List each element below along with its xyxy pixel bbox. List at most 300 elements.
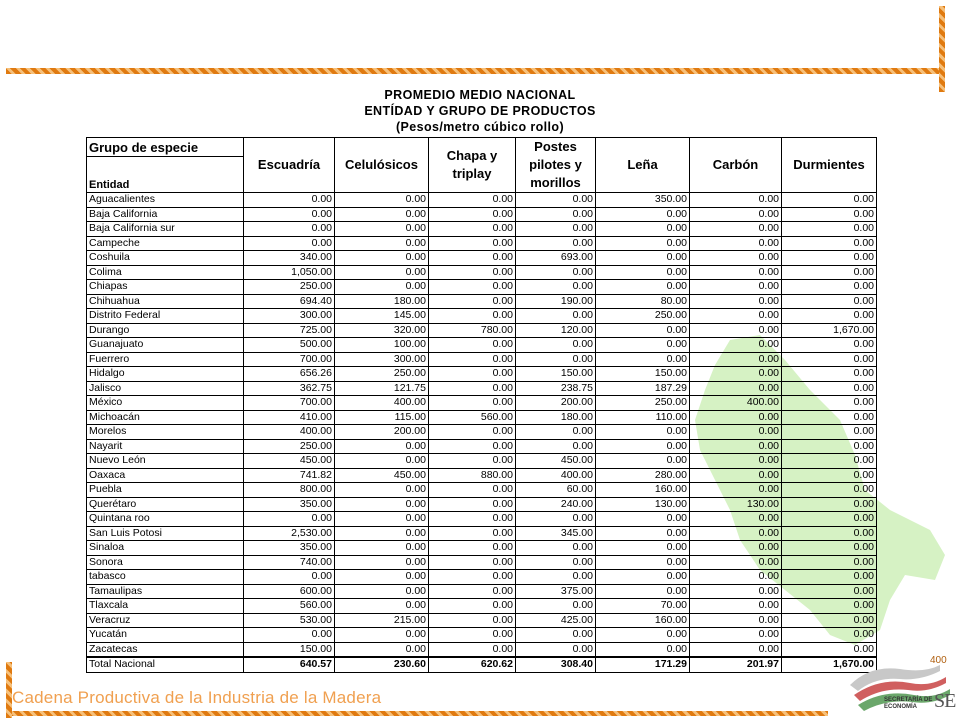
- value-cell: 0.00: [429, 193, 516, 208]
- table-row: [87, 628, 877, 643]
- value-cell: 0.00: [782, 309, 877, 324]
- table-row: [87, 454, 877, 469]
- table-body: [87, 193, 877, 673]
- value-cell: 0.00: [596, 541, 690, 556]
- entity-name-cell: Quintana roo: [87, 512, 244, 527]
- value-cell: 0.00: [335, 222, 429, 237]
- table-row: [87, 207, 877, 222]
- header-group-especie: Grupo de especie: [87, 138, 244, 157]
- value-cell: 160.00: [596, 613, 690, 628]
- value-cell: 0.00: [782, 222, 877, 237]
- value-cell: 0.00: [782, 628, 877, 643]
- value-cell: 725.00: [244, 323, 335, 338]
- header-entidad: Entidad: [87, 157, 244, 193]
- value-cell: 0.00: [782, 454, 877, 469]
- value-cell: 620.62: [429, 657, 516, 672]
- value-cell: 0.00: [335, 570, 429, 585]
- table-row: [87, 410, 877, 425]
- table-row: [87, 294, 877, 309]
- value-cell: 600.00: [244, 584, 335, 599]
- value-cell: 0.00: [690, 265, 782, 280]
- value-cell: 400.00: [516, 468, 596, 483]
- value-cell: 320.00: [335, 323, 429, 338]
- value-cell: 0.00: [690, 236, 782, 251]
- value-cell: 0.00: [690, 599, 782, 614]
- value-cell: 0.00: [690, 381, 782, 396]
- value-cell: 0.00: [596, 584, 690, 599]
- value-cell: 0.00: [244, 207, 335, 222]
- value-cell: 230.60: [335, 657, 429, 672]
- table-row: [87, 338, 877, 353]
- value-cell: 0.00: [782, 642, 877, 657]
- value-cell: 0.00: [690, 251, 782, 266]
- table-row: [87, 251, 877, 266]
- header-col-durmientes: Durmientes: [782, 138, 877, 193]
- value-cell: 0.00: [335, 265, 429, 280]
- value-cell: 0.00: [690, 193, 782, 208]
- value-cell: 0.00: [516, 642, 596, 657]
- value-cell: 0.00: [429, 541, 516, 556]
- value-cell: 0.00: [690, 468, 782, 483]
- value-cell: 640.57: [244, 657, 335, 672]
- value-cell: 560.00: [244, 599, 335, 614]
- value-cell: 110.00: [596, 410, 690, 425]
- value-cell: 450.00: [335, 468, 429, 483]
- value-cell: 0.00: [429, 628, 516, 643]
- table-row: [87, 555, 877, 570]
- value-cell: 0.00: [782, 294, 877, 309]
- value-cell: 0.00: [516, 222, 596, 237]
- value-cell: 450.00: [244, 454, 335, 469]
- value-cell: 0.00: [429, 599, 516, 614]
- table-row: [87, 425, 877, 440]
- value-cell: 560.00: [429, 410, 516, 425]
- value-cell: 300.00: [244, 309, 335, 324]
- value-cell: 0.00: [690, 454, 782, 469]
- value-cell: 0.00: [516, 309, 596, 324]
- value-cell: 0.00: [516, 570, 596, 585]
- header-col-lena: Leña: [596, 138, 690, 193]
- value-cell: 201.97: [690, 657, 782, 672]
- value-cell: 171.29: [596, 657, 690, 672]
- value-cell: 0.00: [690, 294, 782, 309]
- value-cell: 0.00: [429, 236, 516, 251]
- value-cell: 0.00: [596, 512, 690, 527]
- value-cell: 0.00: [690, 628, 782, 643]
- value-cell: 100.00: [335, 338, 429, 353]
- entity-name-cell: Baja California: [87, 207, 244, 222]
- value-cell: 250.00: [335, 367, 429, 382]
- value-cell: 0.00: [516, 512, 596, 527]
- table-row: [87, 236, 877, 251]
- value-cell: 0.00: [516, 541, 596, 556]
- value-cell: 0.00: [596, 251, 690, 266]
- value-cell: 0.00: [782, 541, 877, 556]
- value-cell: 150.00: [516, 367, 596, 382]
- value-cell: 0.00: [596, 236, 690, 251]
- value-cell: 410.00: [244, 410, 335, 425]
- value-cell: 500.00: [244, 338, 335, 353]
- table-row: [87, 541, 877, 556]
- value-cell: 0.00: [429, 613, 516, 628]
- entity-name-cell: Tamaulipas: [87, 584, 244, 599]
- value-cell: 0.00: [429, 309, 516, 324]
- value-cell: 700.00: [244, 352, 335, 367]
- entity-name-cell: Querétaro: [87, 497, 244, 512]
- value-cell: 0.00: [429, 584, 516, 599]
- value-cell: 0.00: [782, 207, 877, 222]
- value-cell: 0.00: [335, 439, 429, 454]
- table-row: [87, 483, 877, 498]
- value-cell: 0.00: [516, 236, 596, 251]
- value-cell: 400.00: [244, 425, 335, 440]
- title-line-3: (Pesos/metro cúbico rollo): [395, 120, 565, 134]
- value-cell: 530.00: [244, 613, 335, 628]
- right-decorative-rule: [939, 6, 945, 92]
- header-col-escuadria: Escuadría: [244, 138, 335, 193]
- logo-line-2: ECONOMÍA: [884, 704, 917, 710]
- value-cell: 0.00: [690, 410, 782, 425]
- value-cell: 0.00: [782, 352, 877, 367]
- value-cell: 0.00: [690, 309, 782, 324]
- value-cell: 0.00: [335, 236, 429, 251]
- total-label: Total Nacional: [87, 657, 244, 672]
- entity-name-cell: Chiapas: [87, 280, 244, 295]
- value-cell: 0.00: [690, 570, 782, 585]
- table-row: [87, 323, 877, 338]
- value-cell: 130.00: [596, 497, 690, 512]
- value-cell: 0.00: [516, 439, 596, 454]
- value-cell: 0.00: [429, 222, 516, 237]
- table-row: [87, 642, 877, 657]
- table-row: [87, 468, 877, 483]
- value-cell: 0.00: [782, 193, 877, 208]
- value-cell: 0.00: [782, 439, 877, 454]
- header-col-celulosicos: Celulósicos: [335, 138, 429, 193]
- value-cell: 180.00: [335, 294, 429, 309]
- table-row: [87, 439, 877, 454]
- value-cell: 0.00: [596, 555, 690, 570]
- value-cell: 60.00: [516, 483, 596, 498]
- value-cell: 0.00: [690, 425, 782, 440]
- value-cell: 362.75: [244, 381, 335, 396]
- entity-name-cell: Distrito Federal: [87, 309, 244, 324]
- entity-name-cell: Morelos: [87, 425, 244, 440]
- value-cell: 0.00: [782, 338, 877, 353]
- value-cell: 250.00: [244, 439, 335, 454]
- value-cell: 0.00: [596, 526, 690, 541]
- value-cell: 0.00: [516, 555, 596, 570]
- entity-name-cell: Coshuila: [87, 251, 244, 266]
- value-cell: 0.00: [516, 193, 596, 208]
- value-cell: 0.00: [429, 352, 516, 367]
- value-cell: 700.00: [244, 396, 335, 411]
- header-col-postes: Postes pilotes y morillos: [516, 138, 596, 193]
- entity-name-cell: Nuevo León: [87, 454, 244, 469]
- value-cell: 0.00: [429, 497, 516, 512]
- value-cell: 0.00: [335, 207, 429, 222]
- value-cell: 0.00: [690, 584, 782, 599]
- value-cell: 0.00: [596, 222, 690, 237]
- value-cell: 0.00: [596, 642, 690, 657]
- value-cell: 0.00: [335, 541, 429, 556]
- value-cell: 350.00: [596, 193, 690, 208]
- table-row: [87, 570, 877, 585]
- value-cell: 0.00: [244, 222, 335, 237]
- value-cell: 240.00: [516, 497, 596, 512]
- value-cell: 0.00: [244, 570, 335, 585]
- value-cell: 0.00: [690, 367, 782, 382]
- value-cell: 0.00: [782, 526, 877, 541]
- value-cell: 250.00: [596, 396, 690, 411]
- value-cell: 0.00: [690, 642, 782, 657]
- value-cell: 0.00: [516, 425, 596, 440]
- value-cell: 0.00: [335, 642, 429, 657]
- value-cell: 0.00: [782, 570, 877, 585]
- table-row: [87, 512, 877, 527]
- logo-caption: [884, 697, 932, 711]
- table-row: [87, 599, 877, 614]
- value-cell: 0.00: [429, 338, 516, 353]
- value-cell: 0.00: [782, 367, 877, 382]
- entity-name-cell: Michoacán: [87, 410, 244, 425]
- value-cell: 0.00: [782, 236, 877, 251]
- value-cell: 1,050.00: [244, 265, 335, 280]
- value-cell: 0.00: [782, 555, 877, 570]
- value-cell: 0.00: [429, 265, 516, 280]
- entity-name-cell: México: [87, 396, 244, 411]
- value-cell: 0.00: [429, 570, 516, 585]
- entity-name-cell: Yucatán: [87, 628, 244, 643]
- value-cell: 160.00: [596, 483, 690, 498]
- value-cell: 0.00: [782, 584, 877, 599]
- value-cell: 0.00: [596, 570, 690, 585]
- value-cell: 0.00: [782, 512, 877, 527]
- table-row: [87, 396, 877, 411]
- value-cell: 0.00: [596, 425, 690, 440]
- value-cell: 0.00: [690, 207, 782, 222]
- value-cell: 0.00: [429, 280, 516, 295]
- table-row: [87, 352, 877, 367]
- value-cell: 0.00: [429, 526, 516, 541]
- entity-name-cell: Durango: [87, 323, 244, 338]
- value-cell: 0.00: [335, 628, 429, 643]
- bottom-decorative-rule: [8, 711, 828, 716]
- value-cell: 0.00: [596, 352, 690, 367]
- table-row: [87, 526, 877, 541]
- entity-name-cell: Campeche: [87, 236, 244, 251]
- value-cell: 0.00: [516, 628, 596, 643]
- value-cell: 450.00: [516, 454, 596, 469]
- value-cell: 740.00: [244, 555, 335, 570]
- footer-title: Cadena Productiva de la Industria de la Madera: [12, 688, 382, 707]
- value-cell: 350.00: [244, 497, 335, 512]
- value-cell: 0.00: [429, 454, 516, 469]
- table-row: [87, 193, 877, 208]
- title-line-1: PROMEDIO MEDIO NACIONAL: [384, 88, 576, 102]
- entity-name-cell: Oaxaca: [87, 468, 244, 483]
- value-cell: 0.00: [690, 323, 782, 338]
- value-cell: 693.00: [516, 251, 596, 266]
- value-cell: 0.00: [782, 497, 877, 512]
- value-cell: 0.00: [429, 294, 516, 309]
- value-cell: 0.00: [690, 338, 782, 353]
- value-cell: 0.00: [335, 599, 429, 614]
- entity-name-cell: Guanajuato: [87, 338, 244, 353]
- value-cell: 0.00: [429, 396, 516, 411]
- value-cell: 180.00: [516, 410, 596, 425]
- value-cell: 0.00: [335, 584, 429, 599]
- value-cell: 200.00: [335, 425, 429, 440]
- value-cell: 0.00: [244, 193, 335, 208]
- value-cell: 345.00: [516, 526, 596, 541]
- value-cell: 0.00: [782, 425, 877, 440]
- entity-name-cell: Zacatecas: [87, 642, 244, 657]
- value-cell: 340.00: [244, 251, 335, 266]
- value-cell: 0.00: [516, 207, 596, 222]
- value-cell: 190.00: [516, 294, 596, 309]
- value-cell: 0.00: [690, 555, 782, 570]
- value-cell: 0.00: [596, 323, 690, 338]
- table-row: [87, 265, 877, 280]
- value-cell: 0.00: [690, 222, 782, 237]
- value-cell: 120.00: [516, 323, 596, 338]
- value-cell: 350.00: [244, 541, 335, 556]
- entity-name-cell: Chihuahua: [87, 294, 244, 309]
- value-cell: 1,670.00: [782, 323, 877, 338]
- value-cell: 0.00: [782, 265, 877, 280]
- entity-name-cell: Sonora: [87, 555, 244, 570]
- value-cell: 375.00: [516, 584, 596, 599]
- header-col-chapa-triplay: Chapa y triplay: [429, 138, 516, 193]
- value-cell: 0.00: [690, 512, 782, 527]
- entity-name-cell: Nayarit: [87, 439, 244, 454]
- value-cell: 0.00: [690, 439, 782, 454]
- value-cell: 0.00: [782, 613, 877, 628]
- value-cell: 215.00: [335, 613, 429, 628]
- value-cell: 121.75: [335, 381, 429, 396]
- value-cell: 0.00: [782, 251, 877, 266]
- value-cell: 0.00: [782, 468, 877, 483]
- entity-name-cell: Baja California sur: [87, 222, 244, 237]
- title-line-2: ENTÍDAD Y GRUPO DE PRODUCTOS: [364, 104, 596, 118]
- value-cell: 800.00: [244, 483, 335, 498]
- value-cell: 300.00: [335, 352, 429, 367]
- value-cell: 780.00: [429, 323, 516, 338]
- value-cell: 0.00: [429, 207, 516, 222]
- value-cell: 150.00: [596, 367, 690, 382]
- value-cell: 0.00: [516, 352, 596, 367]
- value-cell: 145.00: [335, 309, 429, 324]
- value-cell: 0.00: [429, 512, 516, 527]
- value-cell: 150.00: [244, 642, 335, 657]
- value-cell: 0.00: [516, 280, 596, 295]
- value-cell: 280.00: [596, 468, 690, 483]
- value-cell: 0.00: [335, 497, 429, 512]
- table-row: [87, 222, 877, 237]
- table-row: [87, 309, 877, 324]
- entity-name-cell: Aguacalientes: [87, 193, 244, 208]
- value-cell: 0.00: [782, 410, 877, 425]
- value-cell: 0.00: [429, 555, 516, 570]
- entity-name-cell: Sinaloa: [87, 541, 244, 556]
- value-cell: 0.00: [429, 251, 516, 266]
- value-cell: 130.00: [690, 497, 782, 512]
- value-cell: 0.00: [516, 338, 596, 353]
- entity-name-cell: Jalisco: [87, 381, 244, 396]
- value-cell: 0.00: [429, 483, 516, 498]
- value-cell: 425.00: [516, 613, 596, 628]
- header-col-carbon: Carbón: [690, 138, 782, 193]
- value-cell: 200.00: [516, 396, 596, 411]
- value-cell: 0.00: [244, 512, 335, 527]
- value-cell: 400.00: [335, 396, 429, 411]
- entity-name-cell: tabasco: [87, 570, 244, 585]
- value-cell: 0.00: [782, 483, 877, 498]
- value-cell: 0.00: [690, 483, 782, 498]
- value-cell: 0.00: [429, 425, 516, 440]
- value-cell: 0.00: [690, 352, 782, 367]
- entity-name-cell: Tlaxcala: [87, 599, 244, 614]
- total-row: [87, 657, 877, 672]
- entity-name-cell: Fuerrero: [87, 352, 244, 367]
- value-cell: 0.00: [335, 555, 429, 570]
- value-cell: 187.29: [596, 381, 690, 396]
- value-cell: 0.00: [244, 628, 335, 643]
- value-cell: 0.00: [690, 541, 782, 556]
- logo-line-1: SECRETARÍA DE: [884, 697, 933, 703]
- value-cell: 400.00: [690, 396, 782, 411]
- table-row: [87, 280, 877, 295]
- value-cell: 0.00: [516, 599, 596, 614]
- value-cell: 0.00: [335, 193, 429, 208]
- value-cell: 250.00: [596, 309, 690, 324]
- value-cell: 238.75: [516, 381, 596, 396]
- table-row: [87, 381, 877, 396]
- table-title: [0, 87, 960, 135]
- value-cell: 0.00: [782, 396, 877, 411]
- value-cell: 0.00: [596, 439, 690, 454]
- entity-name-cell: San Luis Potosi: [87, 526, 244, 541]
- value-cell: 0.00: [516, 265, 596, 280]
- value-cell: 308.40: [516, 657, 596, 672]
- value-cell: 0.00: [429, 367, 516, 382]
- entity-name-cell: Colima: [87, 265, 244, 280]
- value-cell: 694.40: [244, 294, 335, 309]
- value-cell: 0.00: [596, 338, 690, 353]
- entity-name-cell: Veracruz: [87, 613, 244, 628]
- value-cell: 0.00: [244, 236, 335, 251]
- value-cell: 0.00: [596, 280, 690, 295]
- value-cell: 0.00: [690, 613, 782, 628]
- table-row: [87, 497, 877, 512]
- entity-name-cell: Hidalgo: [87, 367, 244, 382]
- table-row: [87, 613, 877, 628]
- value-cell: 0.00: [596, 207, 690, 222]
- value-cell: 0.00: [335, 280, 429, 295]
- value-cell: 0.00: [690, 526, 782, 541]
- table-row: [87, 584, 877, 599]
- value-cell: 0.00: [782, 381, 877, 396]
- price-table: [86, 137, 877, 673]
- value-cell: 0.00: [429, 381, 516, 396]
- logo-letters: SE: [934, 690, 956, 712]
- page-number: 400: [930, 655, 947, 666]
- value-cell: 2,530.00: [244, 526, 335, 541]
- value-cell: 0.00: [596, 628, 690, 643]
- value-cell: 0.00: [335, 526, 429, 541]
- value-cell: 0.00: [782, 280, 877, 295]
